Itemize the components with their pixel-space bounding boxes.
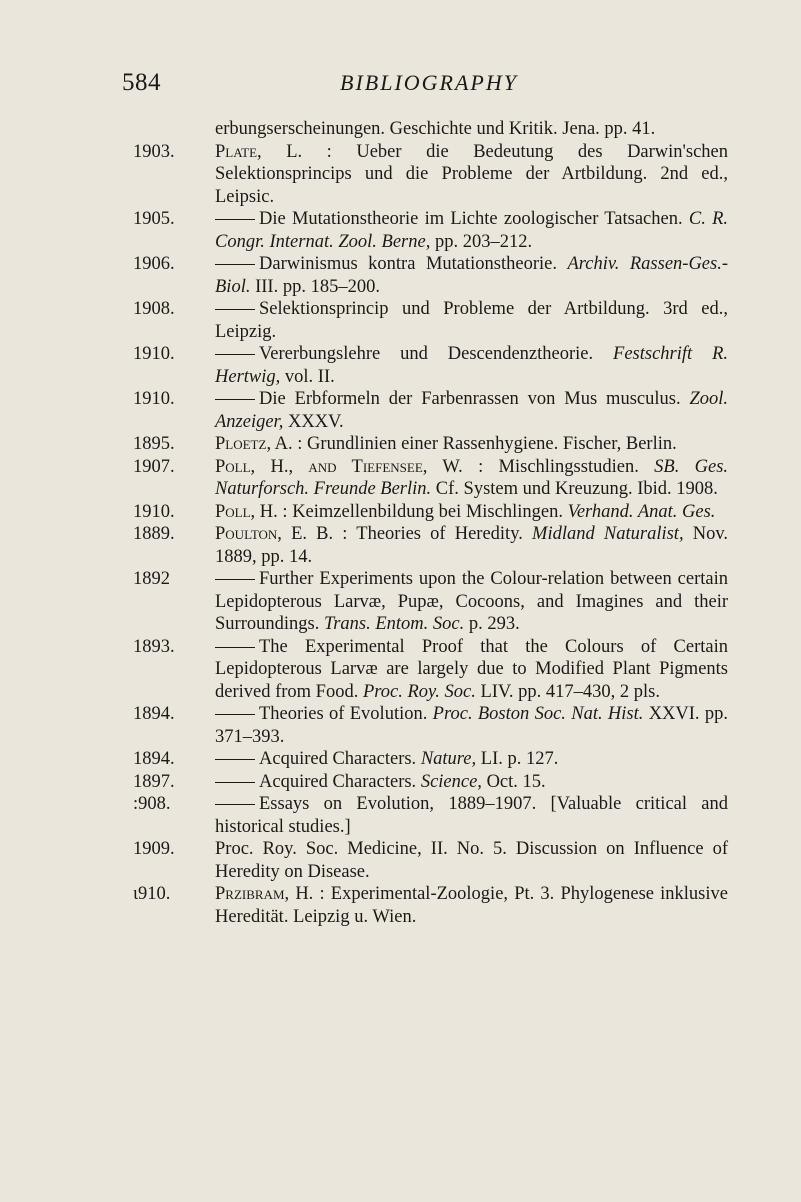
entry-title: Theories of Heredity.	[356, 524, 523, 544]
entry-details: Nov. 1889, pp. 14.	[215, 524, 729, 567]
entry-journal: Verhand. Anat. Ges.	[567, 501, 716, 522]
entry-year: 1906.	[133, 254, 175, 274]
entry-journal: Festschrift R. Hertwig,	[215, 344, 729, 387]
entry-title: Essays on Evolution, 1889–1907. [Valuable critical and historical studies.]	[215, 794, 728, 837]
entry-title: Experimental-Zoologie, Pt. 3. Phylogenese inklusive Heredität. Leipzig u. Wien.	[215, 884, 728, 927]
entry-details: XXXV.	[287, 411, 344, 432]
entry-journal: Midland Naturalist,	[532, 524, 684, 544]
bibliography-entry	[133, 636, 728, 704]
entry-title: Vererbungslehre und Descendenztheorie.	[259, 344, 594, 364]
ditto-dash	[215, 804, 255, 805]
entry-year: :908.	[133, 794, 171, 814]
entry-year: 1903.	[133, 141, 175, 162]
bibliography-entry	[133, 343, 728, 388]
entry-author: Poll, H., and Tiefensee, W. :	[215, 456, 484, 477]
entry-author: Poll, H. :	[215, 501, 288, 522]
entry-year: 1910.	[133, 344, 175, 364]
ditto-dash	[215, 219, 255, 220]
bibliography-entry	[133, 501, 728, 524]
entry-journal: Proc. Boston Soc. Nat. Hist.	[432, 704, 644, 724]
entry-year: 1910.	[133, 501, 175, 522]
bibliography-entry	[133, 118, 728, 141]
ditto-dash	[215, 647, 255, 648]
bibliography-entry	[133, 793, 728, 838]
entry-year: ι910.	[133, 884, 171, 904]
bibliography-entry	[133, 703, 728, 748]
entry-title: Keimzellenbildung bei Mischlingen.	[292, 501, 563, 522]
entry-author: Przibram, H. :	[215, 884, 325, 904]
entry-year: 1889.	[133, 524, 175, 544]
ditto-dash	[215, 399, 255, 400]
ditto-dash	[215, 714, 255, 715]
entry-title: Ueber die Bedeutung des Darwin'schen Selektionsprincips und die Probleme der Artbildung. 2nd ed., Leipsic.	[215, 141, 729, 207]
entry-year: 1910.	[133, 389, 175, 409]
entry-journal: Zool. Anzeiger,	[215, 389, 729, 432]
entry-author: Ploetz, A. :	[215, 434, 303, 454]
bibliography-entry	[133, 883, 728, 928]
entry-journal: Proc. Roy. Soc.	[362, 681, 476, 702]
entry-journal: C. R. Congr. Internat. Zool. Berne,	[215, 209, 729, 252]
entry-title: Darwinismus kontra Mutationstheorie.	[259, 254, 557, 274]
entry-journal: SB. Ges. Naturforsch. Freunde Berlin.	[215, 456, 729, 499]
ditto-dash	[215, 782, 255, 783]
entry-year: 1895.	[133, 434, 175, 454]
ditto-dash	[215, 354, 255, 355]
entry-details: III. pp. 185–200.	[255, 276, 380, 297]
bibliography-entry	[133, 388, 728, 433]
entry-year: 1893.	[133, 636, 175, 657]
bibliography-entry	[133, 433, 728, 456]
entry-title: The Experimental Proof that the Colours of Certain Lepidopterous Larvæ are largely due to Modified Plant Pigments derived from Food.	[215, 636, 728, 702]
entry-title: Acquired Characters.	[259, 771, 417, 792]
entry-details: LIV. pp. 417–430, 2 pls.	[480, 681, 660, 702]
entry-title: Acquired Characters.	[259, 749, 417, 769]
entry-year: 1908.	[133, 299, 175, 319]
entry-title: Selektionsprincip und Probleme der Artbildung. 3rd ed., Leipzig.	[215, 299, 728, 342]
entry-title: Further Experiments upon the Colour-relation between certain Lepidopterous Larvæ, Pupæ, Cocoons, and Imagines and their Surroundings.	[215, 569, 728, 634]
bibliography-entry	[133, 568, 728, 636]
bibliography-entry	[133, 838, 728, 883]
entry-year: 1909.	[133, 839, 175, 859]
ditto-dash	[215, 264, 255, 265]
entry-details: Oct. 15.	[486, 771, 546, 792]
entry-details: vol. II.	[284, 366, 335, 387]
bibliography-list	[133, 118, 728, 928]
entry-year: 1894.	[133, 704, 175, 724]
bibliography-entry	[133, 141, 728, 209]
entry-title: Proc. Roy. Soc. Medicine, II. No. 5. Discussion on Influence of Heredity on Disease.	[215, 839, 728, 882]
entry-year: 1892	[133, 569, 170, 589]
ditto-dash	[215, 309, 255, 310]
bibliography-entry	[133, 253, 728, 298]
entry-year: 1907.	[133, 456, 175, 477]
ditto-dash	[215, 759, 255, 760]
bibliography-entry	[133, 771, 728, 794]
page-number: 584	[122, 69, 161, 96]
bibliography-entry	[133, 208, 728, 253]
entry-year: 1897.	[133, 771, 175, 792]
entry-journal: Science,	[420, 771, 482, 792]
running-head: BIBLIOGRAPHY	[340, 70, 518, 95]
entry-journal: Nature,	[420, 749, 477, 769]
entry-details: Cf. System und Kreuzung. Ibid. 1908.	[435, 479, 718, 499]
entry-title: Die Mutationstheorie im Lichte zoologischer Tatsachen.	[259, 209, 683, 229]
entry-title: Mischlingsstudien.	[498, 456, 639, 477]
entry-year: 1894.	[133, 749, 175, 769]
entry-details: pp. 203–212.	[434, 231, 533, 252]
entry-journal: Archiv. Rassen-Ges.-Biol.	[215, 254, 728, 297]
entry-details: p. 293.	[468, 614, 520, 634]
entry-title: Grundlinien einer Rassenhygiene. Fischer, Berlin.	[307, 434, 677, 454]
entry-title: Die Erbformeln der Farbenrassen von Mus musculus.	[259, 389, 681, 409]
entry-author: Poulton, E. B. :	[215, 524, 348, 544]
entry-details: LI. p. 127.	[480, 749, 559, 769]
bibliography-entry	[133, 456, 728, 501]
bibliography-entry	[133, 298, 728, 343]
bibliography-entry	[133, 748, 728, 771]
entry-details: XXVI. pp. 371–393.	[215, 704, 728, 747]
entry-title: erbungserscheinungen. Geschichte und Kritik. Jena. pp. 41.	[215, 119, 656, 139]
entry-journal: Trans. Entom. Soc.	[323, 614, 465, 634]
bibliography-entry	[133, 523, 728, 568]
entry-author: Plate, L. :	[215, 141, 332, 162]
entry-title: Theories of Evolution.	[259, 704, 428, 724]
entry-year: 1905.	[133, 209, 175, 229]
ditto-dash	[215, 579, 255, 580]
